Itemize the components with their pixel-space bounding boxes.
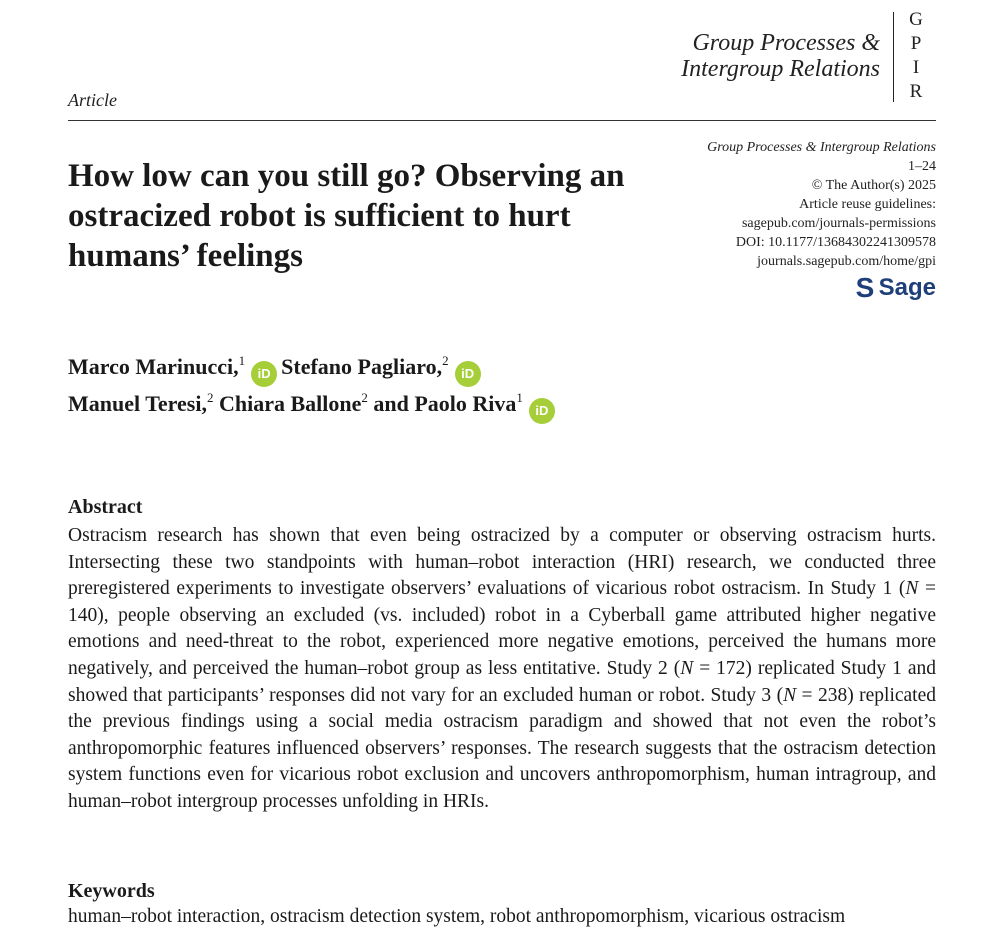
- author-affiliation: 1: [516, 390, 523, 405]
- author-affiliation: 2: [361, 390, 368, 405]
- keywords-heading: Keywords: [68, 880, 155, 902]
- author-name[interactable]: Marco Marinucci,: [68, 354, 239, 379]
- meta-reuse-label: Article reuse guidelines:: [799, 197, 936, 212]
- sample-size-symbol: N: [905, 578, 919, 600]
- acronym-letter: P: [910, 33, 922, 54]
- paper-title: How low can you still go? Observing an ostracized robot is sufficient to hurt humans’ feelings: [68, 158, 625, 274]
- keywords-text: human–robot interaction, ostracism detection system, robot anthropomorphism, vicarious ostracism: [68, 906, 846, 927]
- header-rule: [68, 120, 936, 121]
- sage-s-icon: S: [855, 272, 875, 303]
- orcid-icon[interactable]: iD: [455, 361, 481, 387]
- sample-size-symbol: N: [783, 684, 797, 706]
- acronym-letter: I: [912, 57, 920, 78]
- abstract-segment: = 172) replicated Study 1 and showed that participants’ responses did not vary for an excluded human or robot. Study 3 (: [68, 657, 936, 706]
- sage-wordmark: Sage: [878, 274, 936, 301]
- abstract-segment: Ostracism research has shown that even being ostracized by a computer or observing ostracism hurts. Intersecting these two standpoints with human–robot interaction (HRI) research, we conducted three preregistered experiments to investigate observers’ evaluations of vicarious robot ostracism. In Study 1 (: [68, 525, 936, 600]
- author-name[interactable]: Paolo Riva: [414, 391, 517, 416]
- journal-title-line-1: Group Processes &: [692, 30, 880, 56]
- author-affiliation: 2: [206, 390, 214, 405]
- author-conjunction: and: [373, 391, 409, 416]
- acronym-letter: R: [909, 81, 923, 102]
- author-affiliation: 2: [442, 353, 449, 368]
- abstract-segment: = 238) replicated the previous findings using a social media ostracism paradigm and showed that not even the robot’s anthropomorphic features influenced observers’ responses. The research suggests that the ostracism detection system functions even for vicarious robot exclusion and uncovers anthropomorphism, human intragroup, and human–robot intergroup processes unfolding in HRIs.: [68, 684, 936, 812]
- sage-logo: [856, 274, 936, 302]
- journal-title: [681, 30, 880, 82]
- author-list: [68, 350, 559, 424]
- meta-pages: 1–24: [908, 159, 936, 174]
- journal-divider: [893, 12, 894, 102]
- journal-acronym: [904, 8, 928, 104]
- meta-copyright: © The Author(s) 2025: [811, 178, 936, 193]
- orcid-icon[interactable]: iD: [251, 361, 277, 387]
- acronym-letter: G: [909, 9, 923, 30]
- meta-permissions-link[interactable]: sagepub.com/journals-permissions: [741, 216, 936, 231]
- article-type: Article: [68, 90, 117, 110]
- orcid-icon[interactable]: iD: [529, 398, 555, 424]
- meta-journal-link[interactable]: journals.sagepub.com/home/gpi: [757, 254, 936, 269]
- publication-meta: [707, 138, 936, 271]
- abstract-heading: Abstract: [68, 496, 143, 518]
- author-line-2: [68, 387, 559, 424]
- abstract-text: [68, 523, 936, 816]
- meta-doi[interactable]: DOI: 10.1177/13684302241309578: [735, 235, 936, 250]
- abstract-segment: = 140), people observing an excluded (vs. included) robot in a Cyberball game attributed higher negative emotions and need-threat to the robot, experienced more negative emotions, perceived the humans more negatively, and perceived the human–robot group as less entitative. Study 2 (: [68, 578, 936, 679]
- author-name[interactable]: Chiara Ballone: [218, 391, 362, 416]
- meta-journal-name: Group Processes & Intergroup Relations: [707, 140, 936, 155]
- sample-size-symbol: N: [680, 657, 694, 679]
- author-name[interactable]: Manuel Teresi,: [68, 391, 207, 416]
- author-affiliation: 1: [238, 353, 246, 368]
- author-line-1: [68, 350, 559, 387]
- author-name[interactable]: Stefano Pagliaro,: [281, 354, 443, 379]
- journal-title-line-2: Intergroup Relations: [681, 56, 880, 82]
